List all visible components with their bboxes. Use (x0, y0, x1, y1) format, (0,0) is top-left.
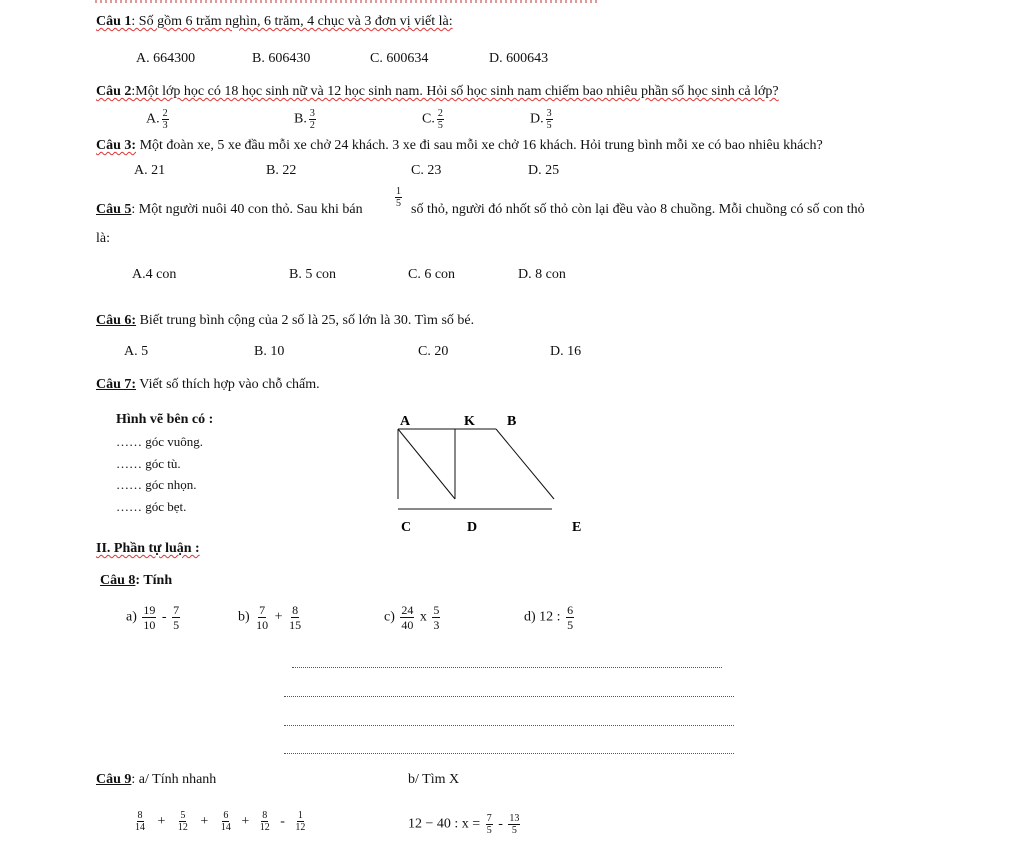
q2-c-den: 5 (437, 120, 443, 131)
q8-c-prefix: c) (384, 609, 395, 625)
q9-label: Câu 9 (96, 772, 132, 787)
point-b: B (507, 414, 517, 429)
q5-frac-num: 1 (396, 186, 401, 197)
q8-c-den2: 3 (433, 618, 440, 632)
q2-c-num: 2 (437, 108, 443, 119)
q8-b-prefix: b) (238, 609, 250, 625)
q7-geometry-figure (380, 405, 600, 540)
point-a: A (400, 414, 411, 429)
q5-text-after: số thỏ, người đó nhốt số thỏ còn lại đều vào 8 chuồng. Mỗi chuồng có số con thỏ (411, 202, 865, 217)
q9-question (96, 772, 216, 788)
q3-label: Câu 3: (96, 138, 137, 153)
q9a-f4-num: 8 (262, 810, 268, 821)
q6-text: Biết trung bình cộng của 2 số là 25, số lớn là 30. Tìm số bé. (136, 313, 475, 328)
q9-part-b: b/ Tìm X (408, 772, 460, 787)
q6-option-c: C. 20 (418, 344, 449, 359)
q8-a-num1: 19 (143, 603, 156, 617)
part2-title: II. Phần tự luận : (96, 541, 200, 556)
q9b-operator: - (498, 816, 503, 832)
q7-blank-obtuse-angle: …… góc tù. (116, 456, 181, 471)
q6-question (96, 313, 474, 329)
q7-blank-right-angle: …… góc vuông. (116, 434, 204, 449)
q7-label: Câu 7: (96, 377, 137, 392)
q1-option-a: A. 664300 (136, 51, 196, 66)
q2-question (96, 84, 779, 100)
q2-option-d-letter: D. (530, 111, 544, 127)
q8-a-den1: 10 (143, 618, 156, 632)
q9a-f3-den: 14 (220, 822, 231, 833)
answer-line-4 (284, 753, 734, 754)
q9-expression-b (408, 813, 522, 836)
q1-question (96, 14, 453, 30)
q7-figure-title: Hình vẽ bên có : (116, 412, 214, 427)
q9a-f3-num: 6 (223, 810, 229, 821)
point-k: K (464, 414, 475, 429)
q8-c-num1: 24 (401, 603, 414, 617)
q1-option-b: B. 606430 (252, 51, 311, 66)
answer-line-1 (292, 667, 722, 668)
q5-frac-den: 5 (396, 198, 401, 209)
answer-line-3 (284, 725, 734, 726)
answer-line-2 (284, 696, 734, 697)
q5-label: Câu 5 (96, 202, 132, 217)
q8-c-operator: x (419, 609, 427, 625)
q8-b-num1: 7 (259, 603, 266, 617)
q8-b-den2: 15 (289, 618, 302, 632)
q3-option-b: B. 22 (266, 163, 297, 178)
q8-label: Câu 8 (100, 573, 136, 588)
q8-item-a (126, 603, 182, 632)
q3-text: Một đoàn xe, 5 xe đầu mỗi xe chở 24 khách. 3 xe đi sau mỗi xe chở 16 khách. Hỏi trung bình mỗi xe có bao nhiêu khách? (136, 138, 823, 153)
q8-d-num1: 6 (567, 603, 574, 617)
q8-item-b (238, 603, 304, 632)
q9b-f1-den: 5 (486, 825, 492, 836)
q9b-f2-num: 13 (509, 813, 520, 824)
q2-a-den: 3 (162, 120, 168, 131)
point-d: D (467, 520, 478, 535)
q2-option-c (422, 108, 446, 131)
q1-text: : Số gồm 6 trăm nghìn, 6 trăm, 4 chục và 3 đơn vị viết là: (131, 14, 453, 29)
q9a-f5-den: 12 (295, 822, 306, 833)
point-c: C (401, 520, 412, 535)
q3-option-c: C. 23 (411, 163, 442, 178)
q6-option-a: A. 5 (124, 344, 149, 359)
q8-b-num2: 8 (292, 603, 299, 617)
q2-text: :Một lớp học có 18 học sinh nữ và 12 học sinh nam. Hỏi số học sinh nam chiếm bao nhiêu phần số học sinh cả lớp? (131, 84, 779, 99)
q5-text-line2: là: (96, 231, 110, 246)
q2-option-b-letter: B. (294, 111, 307, 127)
q8-question (100, 573, 172, 589)
q1-option-c: C. 600634 (370, 51, 429, 66)
q2-d-den: 5 (546, 120, 552, 131)
q5-text-before: : Một người nuôi 40 con thỏ. Sau khi bán (131, 202, 363, 217)
q9a-f5-num: 1 (297, 810, 303, 821)
q3-option-a: A. 21 (134, 163, 166, 178)
q7-blank-acute-angle: …… góc nhọn. (116, 477, 197, 492)
q7-question (96, 377, 320, 393)
q2-option-a (146, 108, 171, 131)
q6-label: Câu 6: (96, 313, 137, 328)
q5-option-a: A.4 con (132, 267, 177, 282)
q8-a-operator: - (161, 609, 167, 625)
q2-option-c-letter: C. (422, 111, 435, 127)
q9a-f2-num: 5 (180, 810, 186, 821)
q9a-f4-den: 12 (259, 822, 270, 833)
q1-label: Câu 1 (96, 14, 132, 29)
q9a-op3: + (241, 813, 250, 829)
q5-option-b: B. 5 con (289, 267, 337, 282)
q8-item-d (524, 603, 576, 632)
q5-question (96, 202, 363, 218)
q2-d-num: 3 (546, 108, 552, 119)
top-border-decoration (95, 0, 600, 3)
q8-title: : Tính (135, 573, 173, 588)
q9a-op1: + (157, 813, 166, 829)
q9-part-a: : a/ Tính nhanh (131, 772, 217, 787)
q3-question (96, 138, 823, 154)
q8-c-num2: 5 (433, 603, 440, 617)
q2-a-num: 2 (162, 108, 168, 119)
q8-a-num2: 7 (173, 603, 180, 617)
q9-expression-a (132, 810, 308, 833)
q9b-prefix: 12 − 40 : x = (408, 816, 481, 832)
q9b-f1-num: 7 (486, 813, 492, 824)
q8-item-c (384, 603, 442, 632)
q3-option-d: D. 25 (528, 163, 560, 178)
q5-option-d: D. 8 con (518, 267, 566, 282)
q1-option-d: D. 600643 (489, 51, 549, 66)
q8-a-den2: 5 (173, 618, 180, 632)
q8-b-operator: + (274, 609, 283, 625)
q6-option-b: B. 10 (254, 344, 285, 359)
q2-b-num: 3 (309, 108, 315, 119)
q8-b-den1: 10 (256, 618, 269, 632)
q2-option-a-letter: A. (146, 111, 160, 127)
q9a-op2: + (200, 813, 209, 829)
q8-c-den1: 40 (401, 618, 414, 632)
q9a-f2-den: 12 (177, 822, 188, 833)
q9b-f2-den: 5 (511, 825, 517, 836)
q5-option-c: C. 6 con (408, 267, 456, 282)
point-e: E (572, 520, 582, 535)
segment-be-diagonal (496, 429, 554, 499)
q6-option-d: D. 16 (550, 344, 582, 359)
q8-d-den1: 5 (567, 618, 574, 632)
q9a-op4: - (280, 813, 285, 829)
q9a-f1-den: 14 (135, 822, 145, 833)
q5-fraction (393, 186, 404, 209)
q2-b-den: 2 (309, 120, 315, 131)
q7-text: Viết số thích hợp vào chỗ chấm. (136, 377, 320, 392)
q7-blank-straight-angle: …… góc bẹt. (116, 499, 187, 514)
q9a-f1-num: 8 (137, 810, 143, 821)
q2-label: Câu 2 (96, 84, 132, 99)
segment-a-diagonal (398, 429, 455, 499)
q8-d-prefix: d) 12 : (524, 609, 561, 625)
q2-option-b (294, 108, 318, 131)
q8-a-prefix: a) (126, 609, 137, 625)
q2-option-d (530, 108, 555, 131)
